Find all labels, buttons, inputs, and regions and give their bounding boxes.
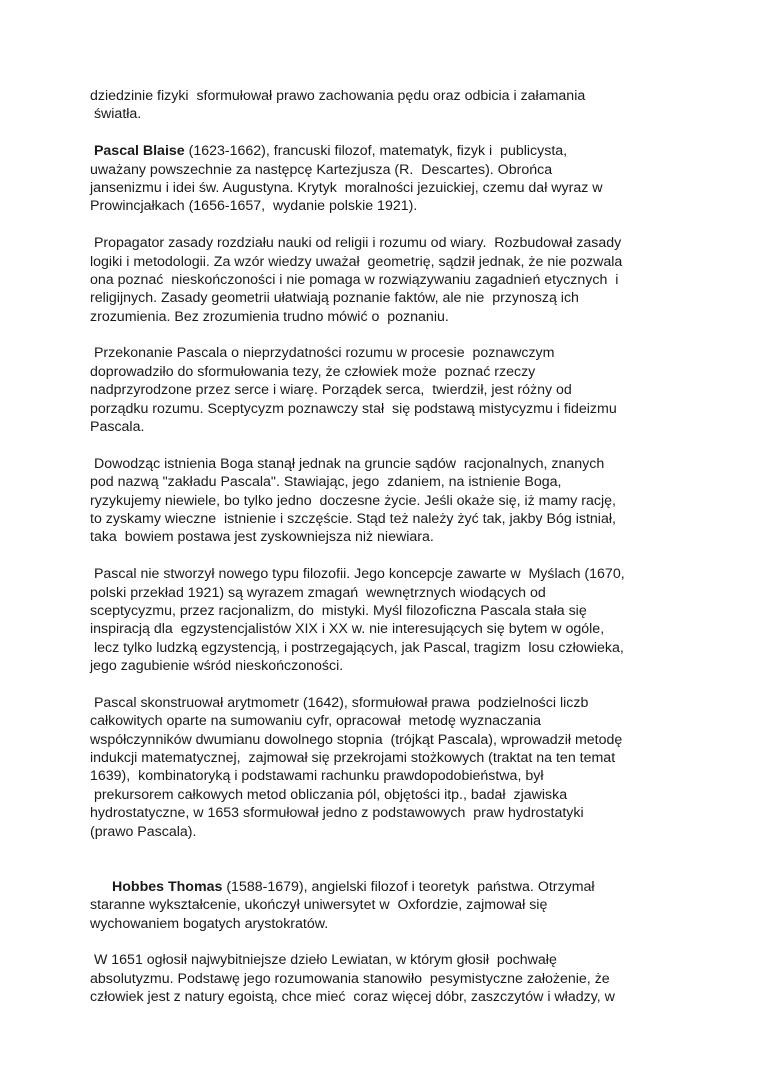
paragraph-physics-continuation bbox=[90, 87, 675, 124]
paragraph-pascal-wager bbox=[90, 455, 675, 547]
text-line: porządku rozumu. Sceptycyzm poznawczy stał się podstawą mistycyzmu i fideizmu bbox=[90, 400, 617, 417]
text-line: Propagator zasady rozdziału nauki od religii i rozumu od wiary. Rozbudował zasady bbox=[90, 235, 622, 252]
text-line: ryzykujemy niewiele, bo tylko jedno doczesne życie. Jeśli okaże się, iż mamy rację, bbox=[90, 492, 616, 509]
text-line: (prawo Pascala). bbox=[90, 823, 197, 840]
text-line: światła. bbox=[90, 106, 142, 123]
text-line: dziedzinie fizyki sformułował prawo zachowania pędu oraz odbicia i załamania bbox=[90, 88, 586, 104]
text-line: inspiracją dla egzystencjalistów XIX i XX w. nie interesujących się bytem w ogóle, bbox=[90, 621, 605, 638]
text-line: człowiek jest z natury egoistą, chce mieć coraz więcej dóbr, zaszczytów i władzy, w bbox=[90, 989, 615, 1006]
text-line: współczynników dwumianu dowolnego stopnia (trójkąt Pascala), wprowadził metodę bbox=[90, 731, 623, 748]
text-line: Pascala. bbox=[90, 419, 145, 436]
paragraph-hobbes-leviathan bbox=[90, 951, 675, 1006]
paragraph-pascal-intro bbox=[90, 142, 675, 216]
paragraph-pascal-propagator bbox=[90, 234, 675, 326]
text-line: to zyskamy wieczne istnienie i szczęście. Stąd też należy żyć tak, jakby Bóg istniał, bbox=[90, 510, 616, 527]
hobbes-heading-name: Hobbes Thomas bbox=[112, 878, 223, 895]
text-line: doprowadziło do sformułowania tezy, że człowiek może poznać rzeczy bbox=[90, 363, 536, 380]
text-line: lecz tylko ludzką egzystencją, i postrzegających, jak Pascal, tragizm losu człowieka, bbox=[90, 639, 624, 656]
text-line: W 1651 ogłosił najwybitniejsze dzieło Lewiatan, w którym głosił pochwałę bbox=[90, 952, 557, 969]
text-line: hydrostatyczne, w 1653 sformułował jedno z podstawowych praw hydrostatyki bbox=[90, 805, 584, 822]
document-page bbox=[90, 87, 675, 1007]
text-line: uważany powszechnie za następcę Kartezjusza (R. Descartes). Obrońca bbox=[90, 161, 553, 178]
text-line: Pascal skonstruował arytmometr (1642), sformułował prawa podzielności liczb bbox=[90, 694, 589, 711]
text-line: absolutyzmu. Podstawę jego rozumowania stanowiło pesymistyczne założenie, że bbox=[90, 970, 610, 987]
paragraph-pascal-conviction bbox=[90, 344, 675, 436]
text-line: indukcji matematycznej, zajmował się przekrojami stożkowych (traktat na ten temat bbox=[90, 750, 616, 767]
text-line: (1588-1679), angielski filozof i teoretyk państwa. Otrzymał bbox=[222, 878, 595, 895]
text-line: Przekonanie Pascala o nieprzydatności rozumu w procesie poznawczym bbox=[90, 345, 555, 362]
text-line: Dowodząc istnienia Boga stanął jednak na gruncie sądów racjonalnych, znanych bbox=[90, 455, 605, 472]
text-line: Prowincjałkach (1656-1657, wydanie polskie 1921). bbox=[90, 198, 418, 215]
text-line: nadprzyrodzone przez serce i wiarę. Porządek serca, twierdził, jest różny od bbox=[90, 382, 572, 399]
text-line: ona poznać nieskończoności i nie pomaga w rozwiązywaniu zagadnień etycznych i bbox=[90, 271, 619, 288]
pascal-heading-name: Pascal Blaise bbox=[93, 143, 185, 160]
text-line: wychowaniem bogatych arystokratów. bbox=[90, 915, 329, 932]
paragraph-pascal-math bbox=[90, 694, 675, 841]
text-line: 1639), kombinatoryką i podstawami rachunku prawdopodobieństwa, był bbox=[90, 768, 544, 785]
text-line: logiki i metodologii. Za wzór wiedzy uważał geometrię, sądził jednak, że nie pozwala bbox=[90, 253, 623, 270]
paragraph-hobbes-intro bbox=[90, 878, 675, 933]
text-line: jego zagubienie wśród nieskończoności. bbox=[90, 658, 344, 675]
text-line: staranne wykształcenie, ukończył uniwersytet w Oxfordzie, zajmował się bbox=[90, 897, 548, 914]
text-line: Pascal nie stworzył nowego typu filozofii. Jego koncepcje zawarte w Myślach (1670, bbox=[90, 566, 625, 583]
paragraph-pascal-philosophy bbox=[90, 565, 675, 675]
text-line: (1623-1662), francuski filozof, matematyk, fizyk i publicysta, bbox=[184, 143, 568, 160]
text-line: jansenizmu i idei św. Augustyna. Krytyk moralności jezuickiej, czemu dał wyraz w bbox=[90, 179, 603, 196]
text-line: polski przekład 1921) są wyrazem zmagań wewnętrznych wiodących od bbox=[90, 584, 546, 601]
text-line: pod nazwą "zakładu Pascala". Stawiając, jego zdaniem, na istnienie Boga, bbox=[90, 474, 562, 491]
text-line: zrozumienia. Bez zrozumienia trudno mówić o poznaniu. bbox=[90, 308, 449, 325]
text-line: religijnych. Zasady geometrii ułatwiają poznanie faktów, ale nie przynoszą ich bbox=[90, 290, 579, 307]
text-line: prekursorem całkowych metod obliczania pól, objętości itp., badał zjawiska bbox=[90, 786, 568, 803]
text-line: taka bowiem postawa jest zyskowniejsza niż niewiara. bbox=[90, 529, 434, 546]
text-line: sceptycyzmu, przez racjonalizm, do mistyki. Myśl filozoficzna Pascala stała się bbox=[90, 602, 587, 619]
text-line: całkowitych oparte na sumowaniu cyfr, opracował metodę wyznaczania bbox=[90, 713, 542, 730]
